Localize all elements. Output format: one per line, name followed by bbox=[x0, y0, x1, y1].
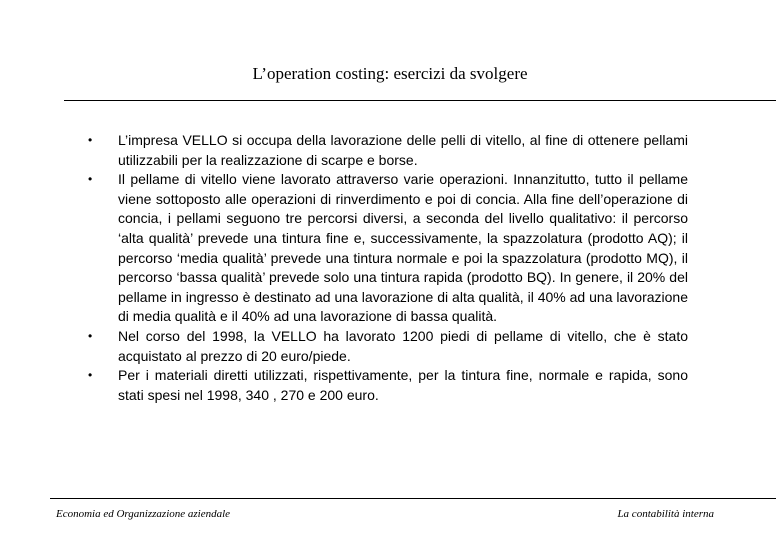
bullet-marker: • bbox=[88, 368, 93, 383]
bullet-text: Per i materiali diretti utilizzati, rispettivamente, per la tintura fine, normale e rapida, sono stati spesi nel 1998, 340 , 270 e 200 euro. bbox=[118, 367, 688, 403]
bullet-marker: • bbox=[88, 172, 93, 187]
bullet-item bbox=[84, 366, 688, 405]
slide-title: L’operation costing: esercizi da svolgere bbox=[252, 64, 528, 83]
footer-course-name: Economia ed Organizzazione aziendale bbox=[56, 508, 231, 520]
bullet-marker: • bbox=[88, 328, 93, 343]
bullet-text: Nel corso del 1998, la VELLO ha lavorato 1200 piedi di pellame di vitello, che è stato acquistato al prezzo di 20 euro/piede. bbox=[118, 327, 688, 364]
bullet-item bbox=[84, 131, 688, 170]
bullet-text: Il pellame di vitello viene lavorato attraverso varie operazioni. Innanzitutto, tutto il pellame viene sottoposto alle operazioni di rinverdimento e poi di concia. Alla fine dell’operazione di concia, i pellami seguono tre percorsi diversi, a seconda del livello qualitativo: il percorso ‘alta qualità’ prevede una tintura fine e, successivamente, la spazzolatura (prodotto AQ); il percorso ‘media qualità’ prevede una tintura normale e poi la spazzolatura (prodotto MQ), il percorso ‘bassa qualità’ prevede solo una tintura rapida (prodotto BQ). In genere, il 20% del pellame in ingresso è destinato ad una lavorazione di alta qualità, il 40% ad una lavorazione di media qualità e il 40% ad una lavorazione di bassa qualità. bbox=[118, 171, 688, 325]
bullet-text: L’impresa VELLO si occupa della lavorazione delle pelli di vitello, al fine di ottenere pellami utilizzabili per la realizzazione di scarpe e borse. bbox=[118, 132, 688, 168]
footer-divider bbox=[50, 498, 776, 499]
title-divider bbox=[64, 100, 776, 101]
bullet-marker: • bbox=[88, 133, 93, 147]
bullet-list bbox=[84, 131, 688, 405]
bullet-item bbox=[84, 170, 688, 327]
bullet-item bbox=[84, 327, 688, 366]
footer-section-name: La contabilità interna bbox=[617, 508, 714, 520]
